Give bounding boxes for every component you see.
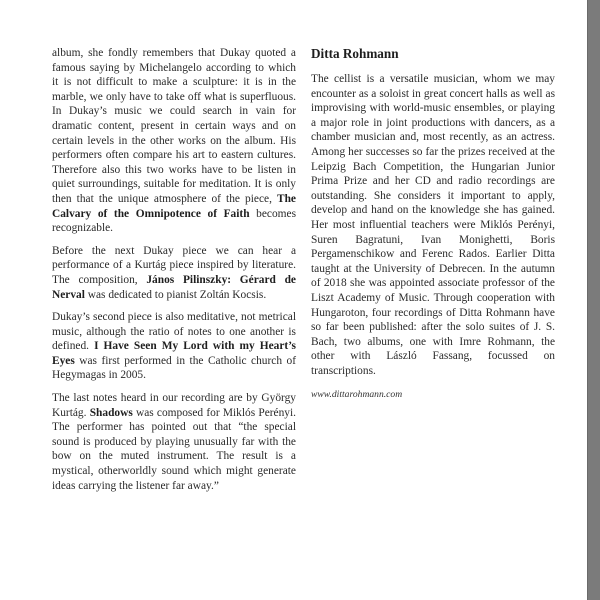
paragraph-dukay-sculpture [52, 46, 296, 236]
paragraph-biography [311, 72, 555, 378]
text-segment: The cellist is a versatile musician, whom we may encounter as a soloist in great concert halls as well as improvising with world-music ensembles, or playing a major role in joint productions with dancers, as a chamber musician and, most recently, as an actress. Among her successes so far the prizes received at the Leipzig Bach Competition, the Hungarian Junior Prima Prize and her CD and radio recordings are outstanding. She considers it important to apply, develop and hand on the knowledge she has gained. Her most influential teachers were Miklós Perényi, Suren Bagratuni, Ivan Monighetti, Boris Pergamenschikow and Ferenc Rados. Earlier Ditta taught at the University of Debrecen. In the autumn of 2018 she was appointed associate professor of the Liszt Academy of Music. Through cooperation with Hungaroton, four recordings of Ditta Rohmann have so far been published: after the solo suites of J. S. Bach, two albums, one with Imre Rohmann, the other with László Fassang, focussed on transcriptions. [311, 73, 555, 377]
paragraph-kurtag-pilinszky [52, 244, 296, 302]
text-segment: Before the next Dukay piece we can hear a performance of a Kurtág piece inspired by literature. The composition, [52, 244, 296, 286]
text-segment: The last notes heard in our recording are by György Kurtág. [52, 392, 296, 419]
work-title-heart-eyes: I Have Seen My Lord with my Heart’s Eyes [52, 340, 296, 367]
work-title-shadows: Shadows [89, 406, 133, 419]
right-column [311, 46, 555, 403]
text-segment: Dukay’s second piece is also meditative, not metrical music, although the ratio of notes to one another is defined. [52, 311, 296, 353]
work-title-calvary: The Calvary of the Omnipotence of Faith [52, 192, 296, 220]
text-segment: was composed for Miklós Perényi. The performer has pointed out that “the special sound is produced by playing unusually far with the bow on the muted instrument. The result is a mystical, otherworldly sound which might generate ideas carrying the listener far away.” [52, 406, 296, 492]
page-edge-bar [587, 0, 600, 600]
website-link[interactable]: www.dittarohmann.com [311, 389, 403, 401]
section-heading: Ditta Rohmann [311, 46, 399, 61]
text-segment: becomes recognizable. [52, 207, 297, 235]
paragraph-kurtag-shadows [52, 391, 296, 493]
left-column [52, 46, 296, 501]
work-title-pilinszky: János Pilinszky: Gérard de Nerval [52, 273, 296, 301]
text-segment: was dedicated to pianist Zoltán Kocsis. [84, 288, 267, 301]
text-segment: was first performed in the Catholic church of Hegymagas in 2005. [52, 354, 296, 382]
text-segment: album, she fondly remembers that Dukay quoted a famous saying by Michelangelo according to which it is not difficult to make a sculpture: it is in the marble, we only have to take off what is superfluous. In Dukay’s music we could search in vain for dramatic content, present in certain ways and on certain levels in the other works on the album. His performers often compare his art to eastern cultures. Therefore also this two works have to be listen in quiet surroundings, suitable for meditation. It is only then that the unique atmosphere of the piece, [52, 47, 296, 205]
paragraph-dukay-second [52, 310, 296, 383]
